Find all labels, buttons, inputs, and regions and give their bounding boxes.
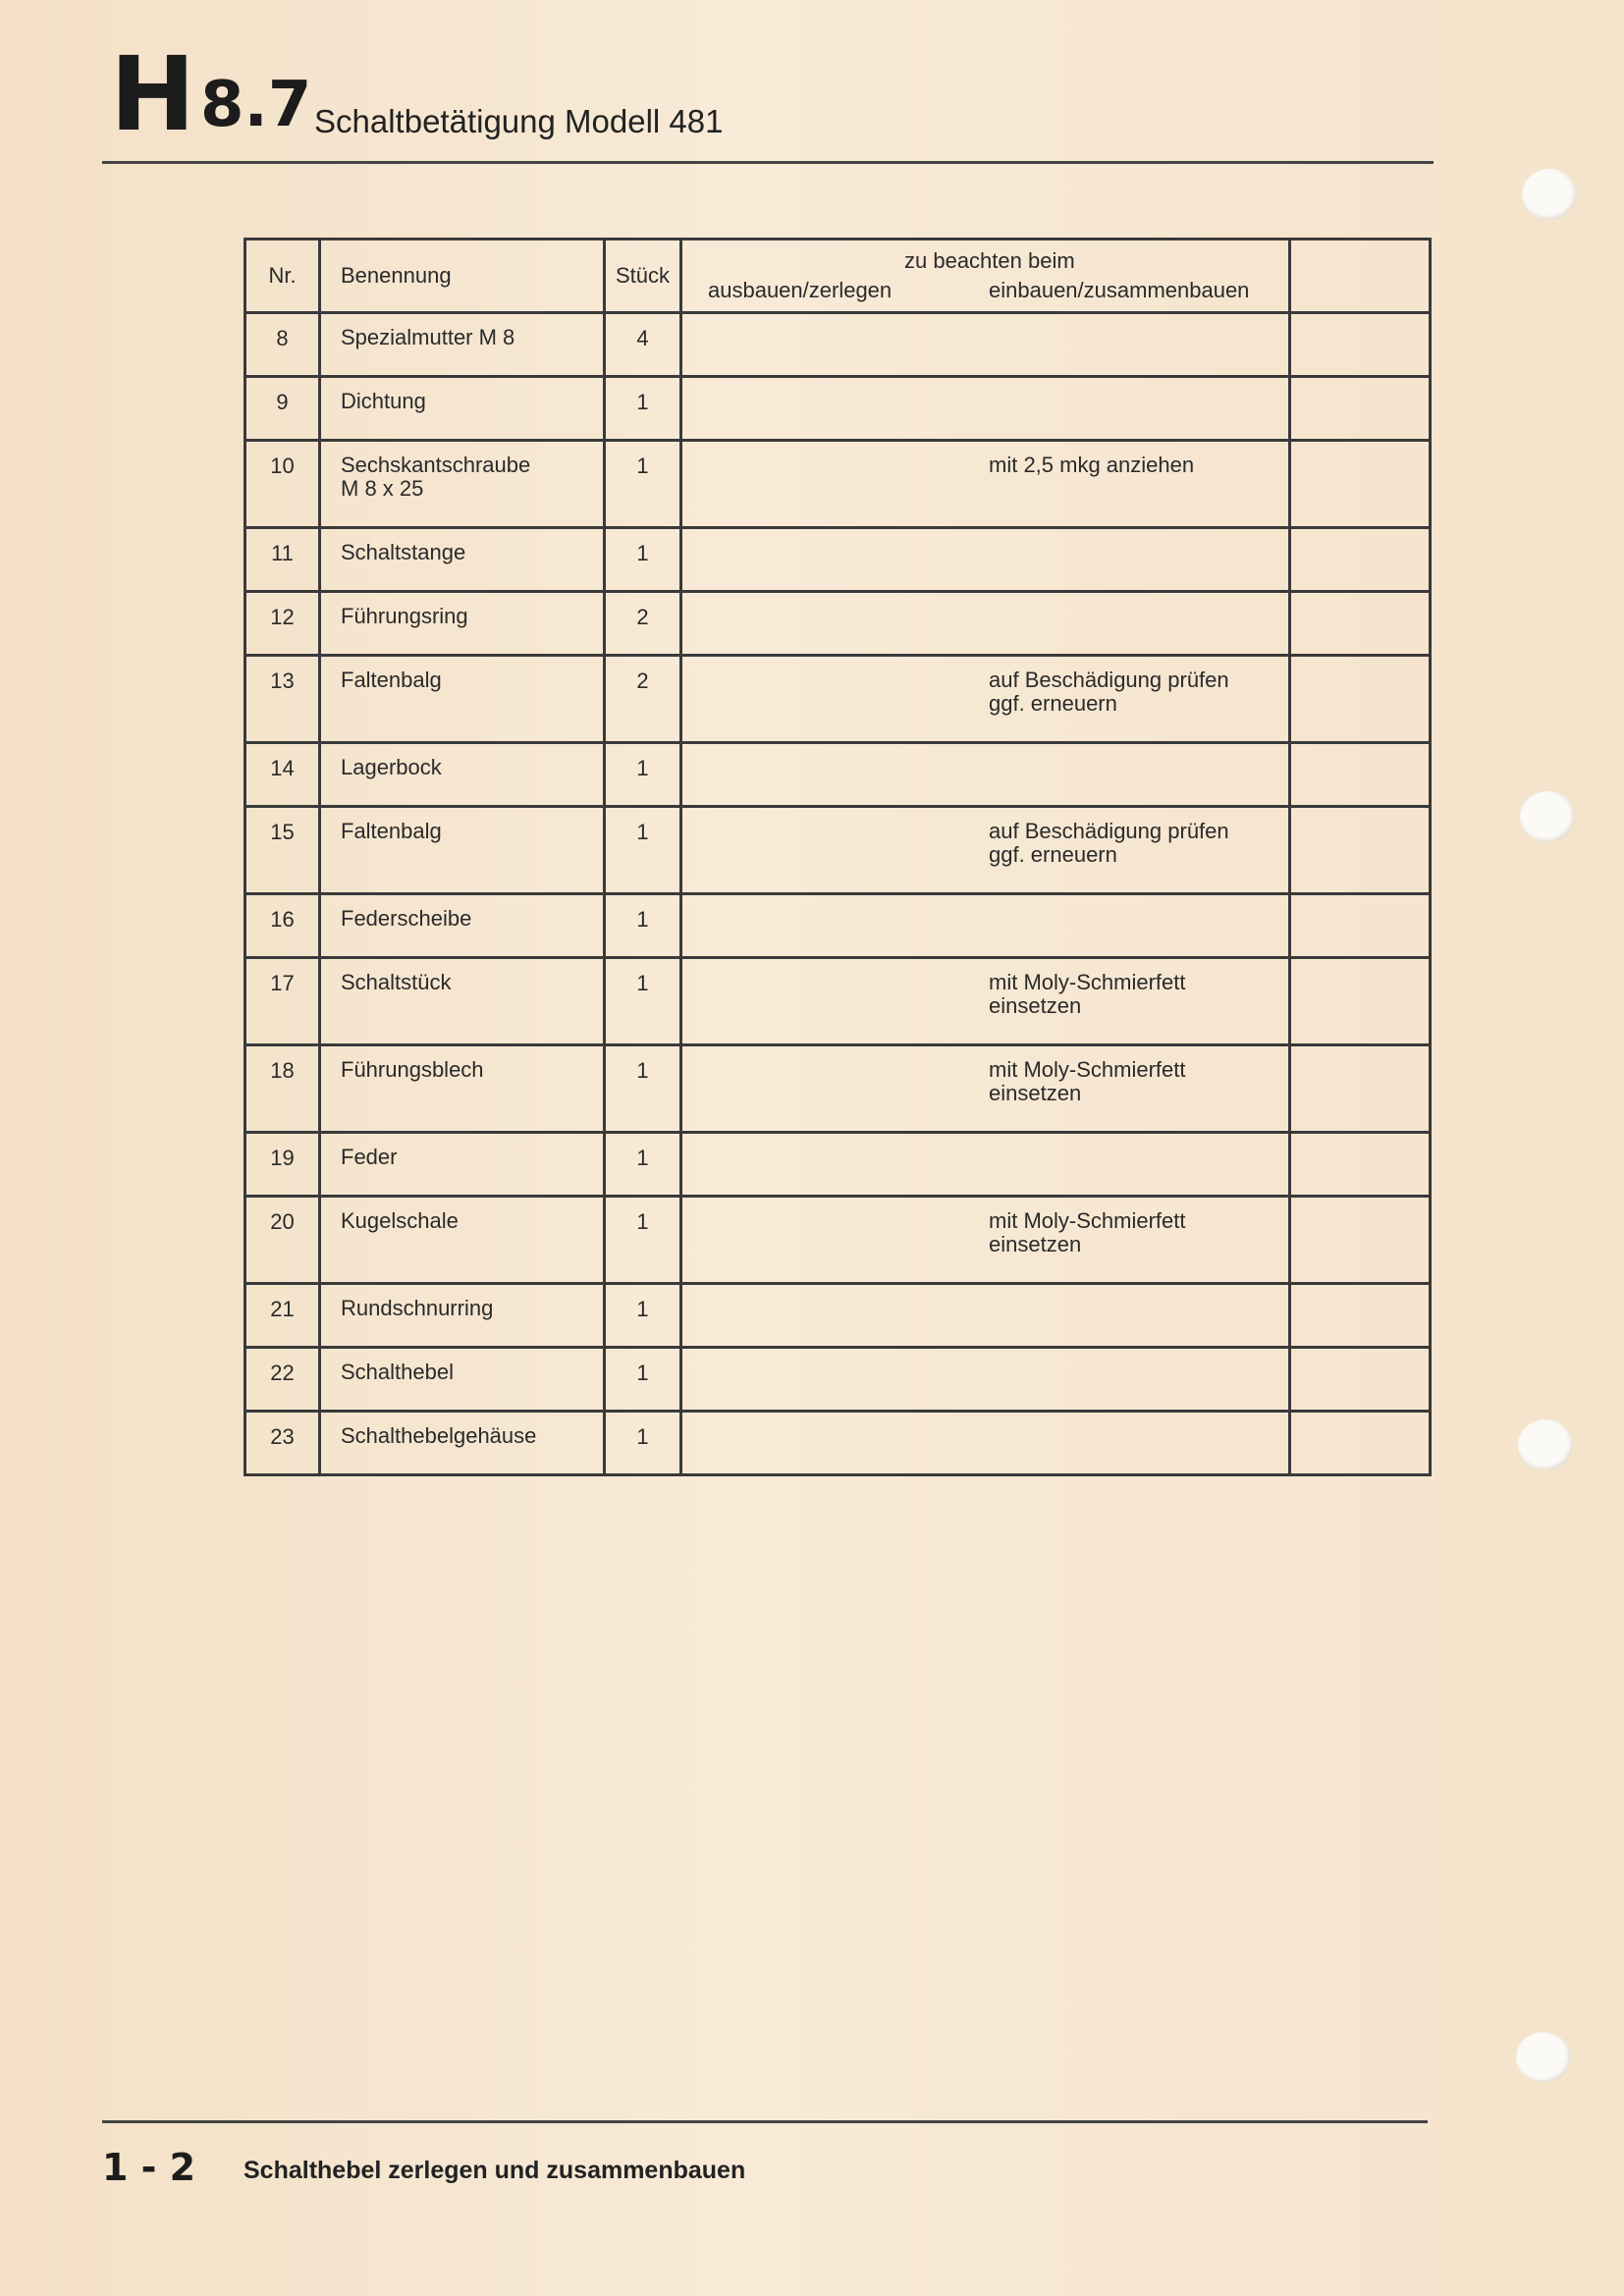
row-stueck: 4	[605, 313, 681, 377]
table-row	[245, 1348, 1431, 1412]
row-blank	[1290, 377, 1431, 441]
header-notes-top: zu beachten beim	[904, 248, 1075, 273]
footer-title: Schalthebel zerlegen und zusammenbauen	[244, 2157, 746, 2184]
row-benennung	[320, 528, 605, 592]
row-nr: 23	[245, 1412, 320, 1475]
header-notes-right: einbauen/zusammenbauen	[989, 278, 1250, 302]
row-benennung-line1: Führungsring	[341, 604, 468, 628]
row-benennung-line1: Kugelschale	[341, 1208, 459, 1233]
row-benennung	[320, 377, 605, 441]
table-header-row	[245, 240, 1431, 313]
row-stueck: 1	[605, 743, 681, 807]
row-note	[681, 441, 1290, 528]
row-nr: 8	[245, 313, 320, 377]
row-note	[681, 1045, 1290, 1133]
header-benennung: Benennung	[320, 240, 605, 313]
row-nr: 11	[245, 528, 320, 592]
row-blank	[1290, 656, 1431, 743]
row-note	[681, 377, 1290, 441]
table-row	[245, 1045, 1431, 1133]
row-nr: 20	[245, 1197, 320, 1284]
row-blank	[1290, 1284, 1431, 1348]
bottom-divider	[102, 2120, 1428, 2123]
row-blank	[1290, 958, 1431, 1045]
header-notes	[681, 240, 1290, 313]
row-note	[681, 1133, 1290, 1197]
row-note-line1: mit 2,5 mkg anziehen	[989, 453, 1195, 477]
row-note-line1: mit Moly-Schmierfett	[989, 1057, 1186, 1082]
row-blank	[1290, 1197, 1431, 1284]
table-row	[245, 528, 1431, 592]
row-stueck: 1	[605, 1045, 681, 1133]
row-benennung-line1: Schalthebel	[341, 1360, 454, 1384]
header-stueck: Stück	[605, 240, 681, 313]
row-nr: 18	[245, 1045, 320, 1133]
row-note	[681, 528, 1290, 592]
row-nr: 12	[245, 592, 320, 656]
section-number: 8.7	[200, 69, 312, 141]
row-nr: 22	[245, 1348, 320, 1412]
row-benennung-line1: Feder	[341, 1145, 398, 1169]
row-note	[681, 1348, 1290, 1412]
row-blank	[1290, 313, 1431, 377]
row-stueck: 1	[605, 1197, 681, 1284]
row-stueck: 2	[605, 592, 681, 656]
row-benennung-line1: Schalthebelgehäuse	[341, 1423, 537, 1448]
row-note-line2: ggf. erneuern	[989, 691, 1117, 716]
row-stueck: 1	[605, 1348, 681, 1412]
row-benennung-line1: Schaltstange	[341, 540, 466, 564]
row-note-line2: einsetzen	[989, 1081, 1082, 1105]
row-stueck: 1	[605, 1133, 681, 1197]
row-benennung-line1: Führungsblech	[341, 1057, 484, 1082]
row-blank	[1290, 1348, 1431, 1412]
row-stueck: 1	[605, 894, 681, 958]
row-note	[681, 592, 1290, 656]
row-note-line1: auf Beschädigung prüfen	[989, 819, 1229, 843]
row-note	[681, 1284, 1290, 1348]
row-nr: 10	[245, 441, 320, 528]
row-blank	[1290, 743, 1431, 807]
row-nr: 15	[245, 807, 320, 894]
row-benennung	[320, 441, 605, 528]
row-stueck: 1	[605, 377, 681, 441]
header-notes-left: ausbauen/zerlegen	[708, 278, 893, 302]
parts-table	[244, 238, 1432, 1476]
row-nr: 13	[245, 656, 320, 743]
row-stueck: 1	[605, 807, 681, 894]
table-row	[245, 441, 1431, 528]
row-note	[681, 743, 1290, 807]
row-nr: 17	[245, 958, 320, 1045]
row-benennung-line1: Sechskantschraube	[341, 453, 531, 477]
table-row	[245, 894, 1431, 958]
row-benennung	[320, 958, 605, 1045]
row-blank	[1290, 441, 1431, 528]
table-row	[245, 377, 1431, 441]
row-benennung-line1: Rundschnurring	[341, 1296, 494, 1320]
row-blank	[1290, 807, 1431, 894]
row-stueck: 1	[605, 958, 681, 1045]
row-note	[681, 894, 1290, 958]
row-benennung	[320, 1045, 605, 1133]
page-number: 1 - 2	[102, 2146, 196, 2189]
header-blank	[1290, 240, 1431, 313]
table-row	[245, 1412, 1431, 1475]
row-blank	[1290, 528, 1431, 592]
row-benennung-line2: M 8 x 25	[341, 476, 424, 501]
row-benennung	[320, 743, 605, 807]
row-note-line2: einsetzen	[989, 1232, 1082, 1256]
table-row	[245, 592, 1431, 656]
row-benennung-line1: Schaltstück	[341, 970, 452, 994]
punch-hole	[1516, 2032, 1571, 2083]
row-blank	[1290, 1412, 1431, 1475]
page-title: Schaltbetätigung Modell 481	[314, 103, 724, 139]
row-nr: 19	[245, 1133, 320, 1197]
table-row	[245, 958, 1431, 1045]
table-row	[245, 656, 1431, 743]
row-benennung	[320, 807, 605, 894]
table-row	[245, 807, 1431, 894]
top-divider	[102, 161, 1434, 164]
row-benennung-line1: Lagerbock	[341, 755, 442, 779]
row-note	[681, 313, 1290, 377]
row-blank	[1290, 1133, 1431, 1197]
row-nr: 9	[245, 377, 320, 441]
punch-hole	[1518, 1419, 1573, 1470]
table-row	[245, 1133, 1431, 1197]
row-note-line1: auf Beschädigung prüfen	[989, 667, 1229, 692]
row-benennung-line1: Dichtung	[341, 389, 426, 413]
row-nr: 21	[245, 1284, 320, 1348]
table-row	[245, 1284, 1431, 1348]
row-blank	[1290, 1045, 1431, 1133]
table-row	[245, 313, 1431, 377]
row-benennung	[320, 592, 605, 656]
row-benennung	[320, 1133, 605, 1197]
row-note	[681, 1412, 1290, 1475]
row-benennung	[320, 1284, 605, 1348]
row-stueck: 1	[605, 528, 681, 592]
row-note	[681, 1197, 1290, 1284]
table-row	[245, 1197, 1431, 1284]
row-stueck: 1	[605, 1284, 681, 1348]
row-note	[681, 807, 1290, 894]
row-benennung	[320, 1412, 605, 1475]
row-note-line2: einsetzen	[989, 993, 1082, 1018]
row-nr: 16	[245, 894, 320, 958]
row-stueck: 1	[605, 1412, 681, 1475]
row-note-line2: ggf. erneuern	[989, 842, 1117, 867]
row-benennung-line1: Spezialmutter M 8	[341, 325, 515, 349]
table-row	[245, 743, 1431, 807]
row-note-line1: mit Moly-Schmierfett	[989, 970, 1186, 994]
row-blank	[1290, 592, 1431, 656]
row-benennung	[320, 1197, 605, 1284]
row-blank	[1290, 894, 1431, 958]
row-benennung	[320, 894, 605, 958]
row-benennung	[320, 1348, 605, 1412]
row-nr: 14	[245, 743, 320, 807]
row-benennung-line1: Faltenbalg	[341, 819, 442, 843]
row-benennung	[320, 656, 605, 743]
row-note-line1: mit Moly-Schmierfett	[989, 1208, 1186, 1233]
punch-hole	[1522, 169, 1577, 220]
row-stueck: 1	[605, 441, 681, 528]
section-letter: H	[110, 34, 196, 154]
row-stueck: 2	[605, 656, 681, 743]
row-note	[681, 656, 1290, 743]
punch-hole	[1520, 791, 1575, 842]
header-nr: Nr.	[245, 240, 320, 313]
row-benennung	[320, 313, 605, 377]
row-note	[681, 958, 1290, 1045]
row-benennung-line1: Faltenbalg	[341, 667, 442, 692]
row-benennung-line1: Federscheibe	[341, 906, 472, 931]
